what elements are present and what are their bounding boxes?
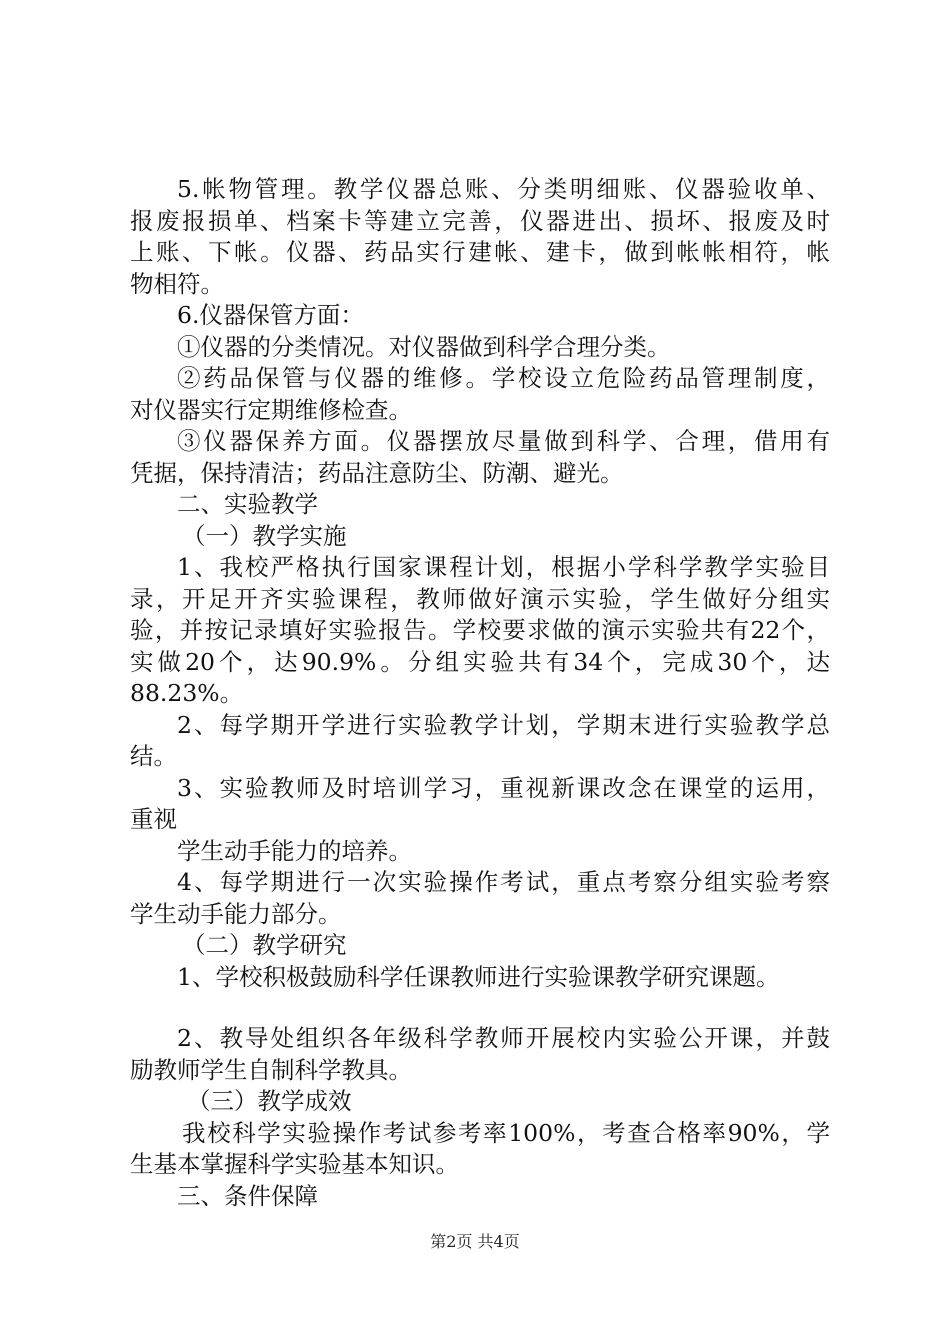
section-heading: 三、条件保障 (177, 1181, 318, 1210)
paragraph-line: 验，并按记录填好实验报告。学校要求做的演示实验共有22个， (130, 616, 830, 644)
paragraph-line: 生基本掌握科学实验基本知识。 (130, 1150, 459, 1178)
section-heading: 6.仪器保管方面： (177, 301, 364, 329)
document-body (130, 174, 830, 1212)
paragraph-line: 4、每学期进行一次实验操作考试，重点考察分组实验考察 (177, 868, 830, 896)
paragraph-line: 学生动手能力部分。 (130, 899, 342, 928)
paragraph-line: 1、我校严格执行国家课程计划，根据小学科学教学实验目 (177, 553, 830, 581)
list-item: ①仪器的分类情况。对仪器做到科学合理分类。 (177, 332, 671, 361)
list-item: ②药品保管与仪器的维修。学校设立危险药品管理制度， (177, 364, 830, 392)
list-item: ③仪器保养方面。仪器摆放尽量做到科学、合理，借用有 (177, 427, 830, 455)
paragraph-line: 2、教导处组织各年级科学教师开展校内实验公开课，并鼓 (177, 1024, 830, 1052)
page-number-footer: 第2页 共4页 (430, 1232, 520, 1251)
paragraph-line: 2、每学期开学进行实验教学计划，学期末进行实验教学总 (177, 710, 830, 739)
paragraph-line: 上账、下帐。仪器、药品实行建帐、建卡，做到帐帐相符，帐 (130, 238, 830, 266)
paragraph-line: 报废报损单、档案卡等建立完善，仪器进出、损坏、报废及时 (130, 206, 830, 235)
paragraph-line: 实做20个，达90.9%。分组实验共有34个，完成30个，达 (130, 647, 830, 676)
paragraph-line: 对仪器实行定期维修检查。 (130, 395, 412, 424)
paragraph-line: 学生动手能力的培养。 (177, 836, 412, 865)
blank-line (130, 993, 830, 1023)
paragraph-line: 我校科学实验操作考试参考率100%，考查合格率90%，学 (182, 1118, 830, 1147)
subsection-heading: （二）教学研究 (182, 931, 347, 959)
section-heading: 二、实验教学 (177, 490, 318, 518)
paragraph-line: 录，开足开齐实验课程，教师做好演示实验，学生做好分组实 (130, 584, 830, 613)
paragraph-line: 1、学校积极鼓励科学任课教师进行实验课教学研究课题。 (177, 962, 780, 991)
subsection-heading: （一）教学实施 (182, 521, 347, 550)
paragraph-line: 物相符。 (130, 269, 224, 298)
paragraph-line: 5.帐物管理。教学仪器总账、分类明细账、仪器验收单、 (177, 175, 830, 203)
paragraph-line: 重视 (130, 805, 177, 833)
subsection-heading: （三）教学成效 (187, 1087, 352, 1115)
paragraph-line: 励教师学生自制科学教具。 (130, 1055, 412, 1084)
paragraph-line: 88.23%。 (130, 679, 244, 707)
paragraph-line: 凭据，保持清洁；药品注意防尘、防潮、避光。 (130, 458, 624, 487)
paragraph-line: 结。 (130, 742, 177, 770)
paragraph-line: 3、实验教师及时培训学习，重视新课改念在课堂的运用， (177, 773, 830, 802)
